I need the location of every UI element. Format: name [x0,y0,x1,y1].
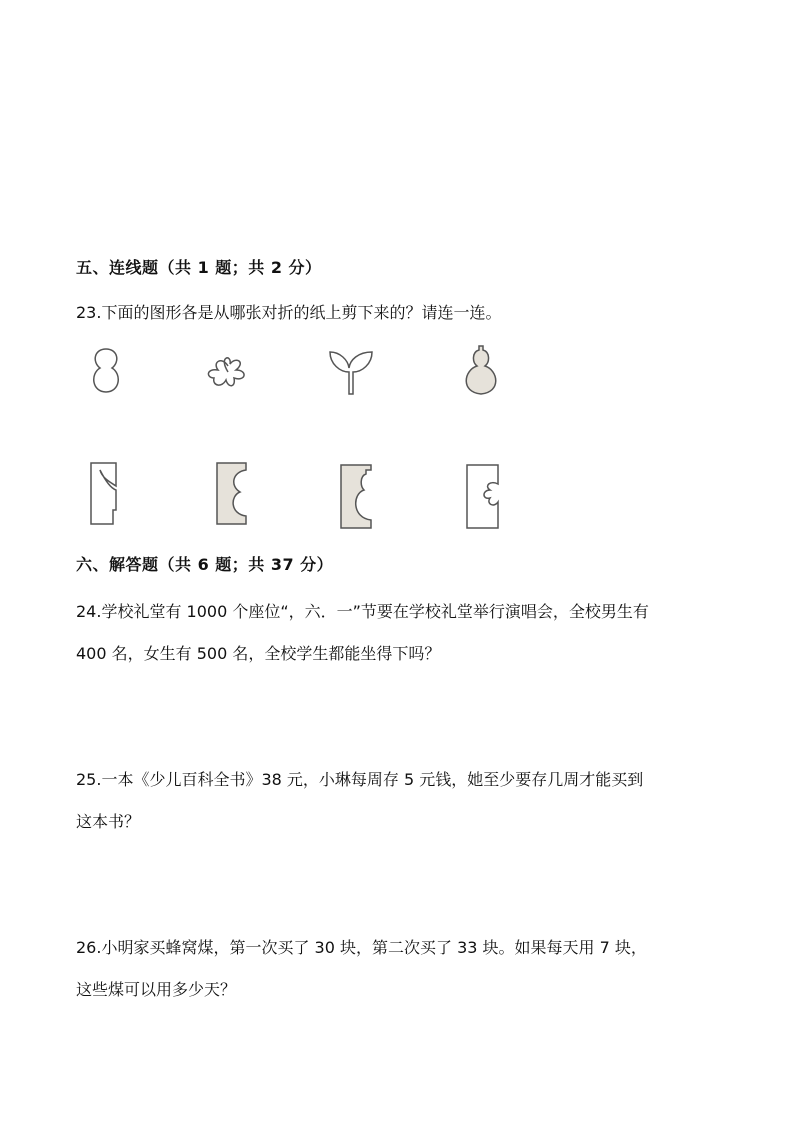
question-26-line-2: 这些煤可以用多少天？ [76,980,237,999]
folded-paper-gourd-half [338,462,374,532]
question-26-line-1: 26.小明家买蜂窝煤，第一次买了 30 块，第二次买了 33 块。如果每天用 7 块， [76,938,647,957]
question-23: 23.下面的图形各是从哪张对折的纸上剪下来的？请连一连。 [76,303,502,322]
section-6-heading: 六、解答题（共 6 题；共 37 分） [76,555,334,574]
sprout-shape [326,344,376,396]
question-24-line-1: 24.学校礼堂有 1000 个座位“，六．一”节要在学校礼堂举行演唱会，全校男生有 [76,602,649,621]
question-25-line-1: 25.一本《少儿百科全书》38 元，小琳每周存 5 元钱，她至少要存几周才能买到 [76,770,644,789]
clover-shape [204,352,252,392]
section-5-heading: 五、连线题（共 1 题；共 2 分） [76,258,322,277]
question-25-line-2: 这本书？ [76,812,141,831]
gourd-shape [458,344,504,398]
folded-paper-figure-eight-half [214,460,250,528]
folded-paper-clover-half [464,462,502,532]
folded-paper-sprout-half [88,460,122,526]
question-24-line-2: 400 名，女生有 500 名，全校学生都能坐得下吗？ [76,644,441,663]
figure-eight-shape [86,346,126,396]
